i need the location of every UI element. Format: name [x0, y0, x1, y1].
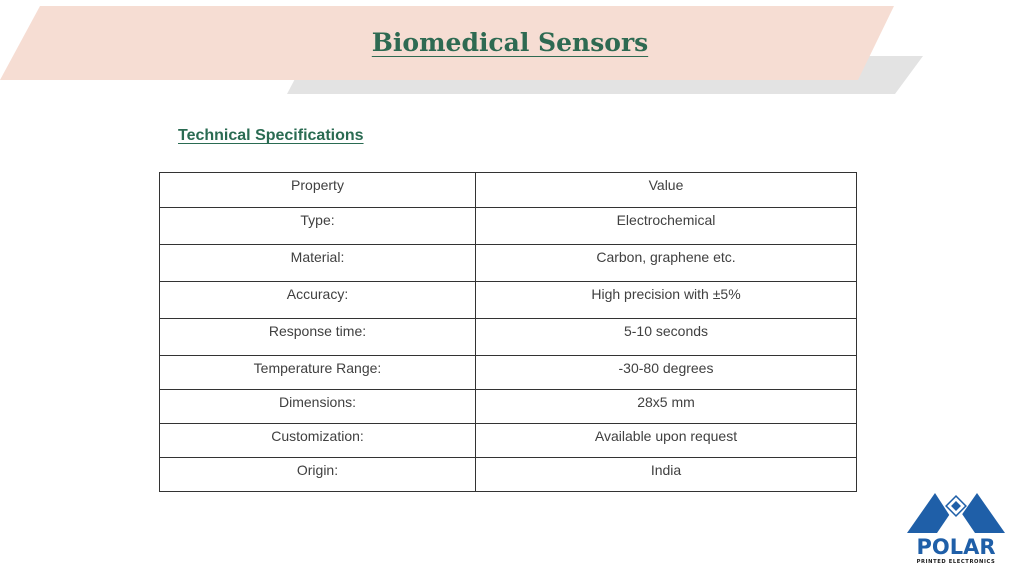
- polar-logo: [905, 491, 1007, 566]
- logo-tagline: PRINTED ELECTRONICS: [916, 559, 996, 565]
- table-row: [160, 245, 857, 282]
- table-row: [160, 390, 857, 424]
- property-cell: Temperature Range:: [160, 356, 476, 390]
- table-row: [160, 356, 857, 390]
- property-cell: Dimensions:: [160, 390, 476, 424]
- table-row: [160, 458, 857, 492]
- table-row: [160, 282, 857, 319]
- value-cell: 28x5 mm: [476, 390, 857, 424]
- value-cell: India: [476, 458, 857, 492]
- column-header-value: Value: [476, 173, 857, 208]
- value-cell: 5-10 seconds: [476, 319, 857, 356]
- table-row: [160, 424, 857, 458]
- property-cell: Accuracy:: [160, 282, 476, 319]
- value-cell: Available upon request: [476, 424, 857, 458]
- page-title: Biomedical Sensors: [371, 28, 649, 57]
- value-cell: High precision with ±5%: [476, 282, 857, 319]
- value-cell: -30-80 degrees: [476, 356, 857, 390]
- property-cell: Response time:: [160, 319, 476, 356]
- property-cell: Origin:: [160, 458, 476, 492]
- section-heading: Technical Specifications: [178, 127, 364, 144]
- value-cell: Carbon, graphene etc.: [476, 245, 857, 282]
- spec-table: [159, 172, 857, 492]
- column-header-property: Property: [160, 173, 476, 208]
- value-cell: Electrochemical: [476, 208, 857, 245]
- property-cell: Material:: [160, 245, 476, 282]
- logo-wordmark: POLAR: [916, 535, 996, 559]
- property-cell: Customization:: [160, 424, 476, 458]
- table-header-row: [160, 173, 857, 208]
- table-row: [160, 319, 857, 356]
- property-cell: Type:: [160, 208, 476, 245]
- table-row: [160, 208, 857, 245]
